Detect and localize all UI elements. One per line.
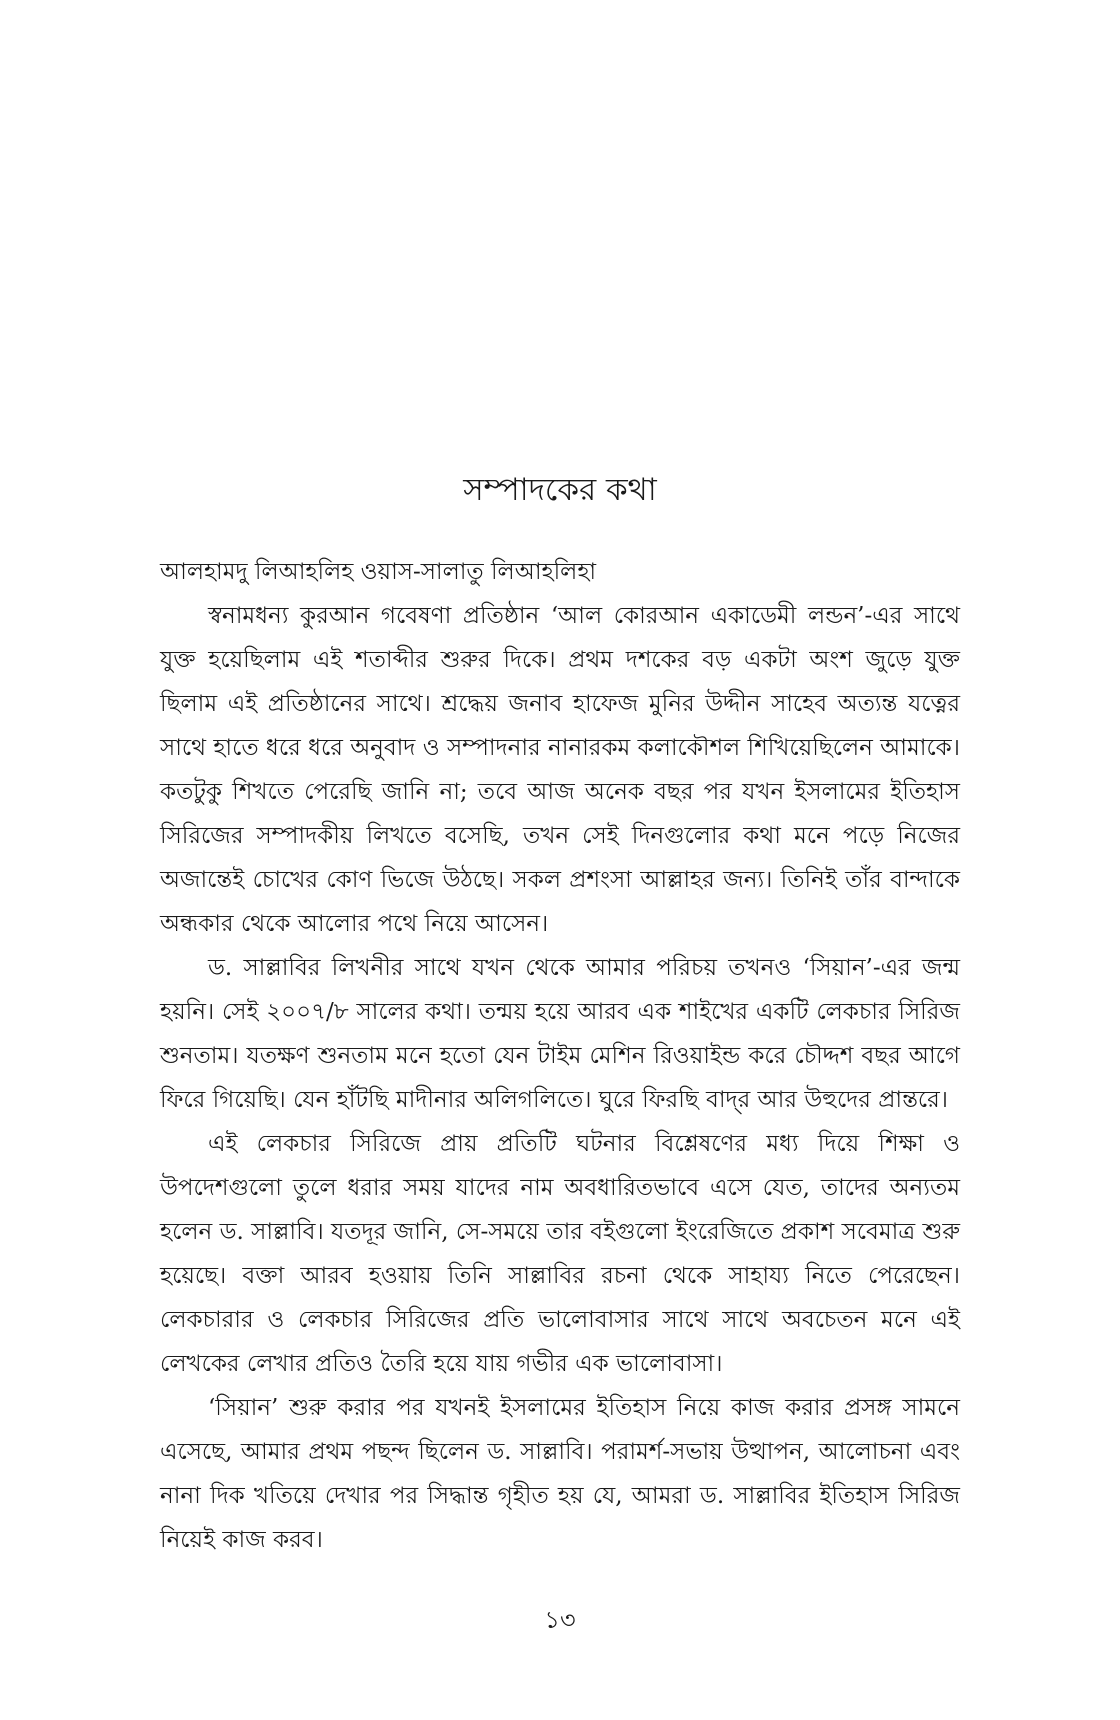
paragraph: স্বনামধন্য কুরআন গবেষণা প্রতিষ্ঠান ‘আল কোরআন একাডেমী লন্ডন’-এর সাথে যুক্ত হয়েছিলাম এই শতাব্দীর শুরুর দিকে। প্রথম দশকের বড় একটা অংশ জুড়ে যুক্ত ছিলাম এই প্রতিষ্ঠানের সাথে। শ্রদ্ধেয় জনাব হাফেজ মুনির উদ্দীন সাহেব অত্যন্ত যত্নের সাথে হাতে ধরে ধরে অনুবাদ ও সম্পাদনার নানারকম কলাকৌশল শিখিয়েছিলেন আমাকে। কতটুকু শিখতে পেরেছি জানি না; তবে আজ অনেক বছর পর যখন ইসলামের ইতিহাস সিরিজের সম্পাদকীয় লিখতে বসেছি, তখন সেই দিনগুলোর কথা মনে পড়ে নিজের অজান্তেই চোখের কোণ ভিজে উঠছে। সকল প্রশংসা আল্লাহর জন্য। তিনিই তাঁর বান্দাকে অন্ধকার থেকে আলোর পথে নিয়ে আসেন। <box>160 603 960 937</box>
opening-line: আলহামদু লিআহলিহ ওয়াস-সালাতু লিআহলিহা <box>160 559 597 585</box>
paragraph: এই লেকচার সিরিজে প্রায় প্রতিটি ঘটনার বিশ্লেষণের মধ্য দিয়ে শিক্ষা ও উপদেশগুলো তুলে ধরার সময় যাদের নাম অবধারিতভাবে এসে যেত, তাদের অন্যতম হলেন ড. সাল্লাবি। যতদূর জানি, সে-সময়ে তার বইগুলো ইংরেজিতে প্রকাশ সবেমাত্র শুরু হয়েছে। বক্তা আরব হওয়ায় তিনি সাল্লাবির রচনা থেকে সাহায্য নিতে পেরেছেন। লেকচারার ও লেকচার সিরিজের প্রতি ভালোবাসার সাথে সাথে অবচেতন মনে এই লেখকের লেখার প্রতিও তৈরি হয়ে যায় গভীর এক ভালোবাসা। <box>160 1131 960 1377</box>
paragraph: ‘সিয়ান’ শুরু করার পর যখনই ইসলামের ইতিহাস নিয়ে কাজ করার প্রসঙ্গ সামনে এসেছে, আমার প্রথম পছন্দ ছিলেন ড. সাল্লাবি। পরামর্শ-সভায় উত্থাপন, আলোচনা এবং নানা দিক খতিয়ে দেখার পর সিদ্ধান্ত গৃহীত হয় যে, আমরা ড. সাল্লাবির ইতিহাস সিরিজ নিয়েই কাজ করব। <box>160 1395 960 1553</box>
book-page <box>160 0 960 1720</box>
page-title: সম্পাদকের কথা <box>463 472 657 508</box>
body-text <box>160 550 960 1562</box>
paragraph: ড. সাল্লাবির লিখনীর সাথে যখন থেকে আমার পরিচয় তখনও ‘সিয়ান’-এর জন্ম হয়নি। সেই ২০০৭/৮ সালের কথা। তন্ময় হয়ে আরব এক শাইখের একটি লেকচার সিরিজ শুনতাম। যতক্ষণ শুনতাম মনে হতো যেন টাইম মেশিন রিওয়াইন্ড করে চৌদ্দশ বছর আগে ফিরে গিয়েছি। যেন হাঁটছি মাদীনার অলিগলিতে। ঘুরে ফিরছি বাদ্‌র আর উহুদের প্রান্তরে। <box>160 955 960 1113</box>
page-number: ১৩ <box>544 1606 576 1634</box>
